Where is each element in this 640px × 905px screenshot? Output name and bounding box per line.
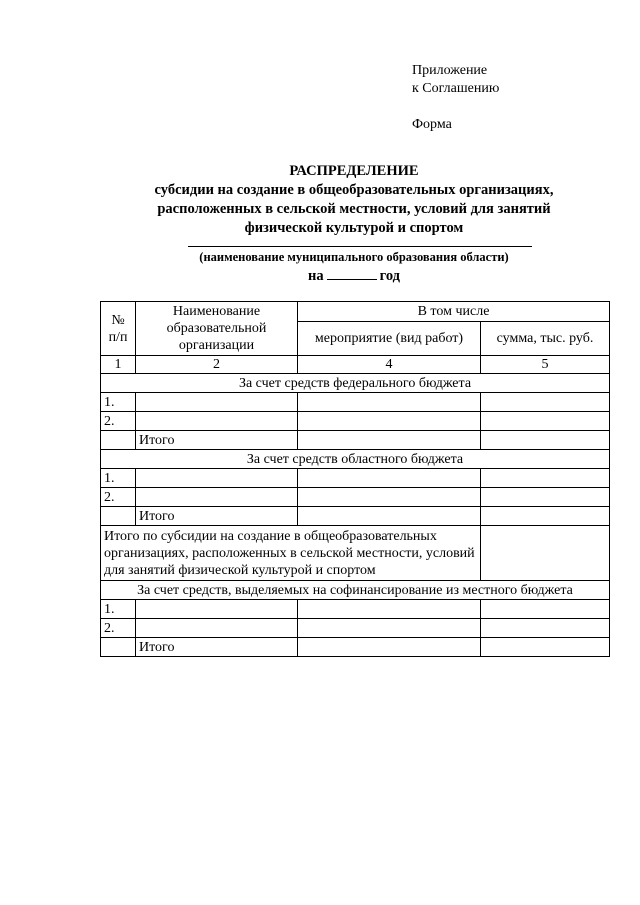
row-number: 2. <box>101 619 136 638</box>
cell-sum <box>481 412 610 431</box>
header-activity: мероприятие (вид работ) <box>298 322 481 356</box>
subsidy-total-sum <box>481 526 610 581</box>
cell-org <box>136 393 298 412</box>
cell-activity <box>298 600 481 619</box>
table-row <box>101 507 610 526</box>
cell-activity <box>298 431 481 450</box>
row-number: 2. <box>101 488 136 507</box>
header-sum: сумма, тыс. руб. <box>481 322 610 356</box>
cell-org <box>136 412 298 431</box>
table-row <box>101 488 610 507</box>
table-row <box>101 412 610 431</box>
municipality-fill-line <box>188 246 532 247</box>
cell-sum <box>481 619 610 638</box>
table-row <box>101 638 610 657</box>
cell-sum <box>481 507 610 526</box>
year-line <box>100 266 608 285</box>
cell-sum <box>481 393 610 412</box>
table-row <box>101 600 610 619</box>
section-federal: За счет средств федерального бюджета <box>101 374 610 393</box>
subsidy-total-label: Итого по субсидии на создание в общеобразовательных организациях, расположенных в сельской местности, условий для занятий физической культурой и спортом <box>101 526 481 581</box>
form-label: Форма <box>412 117 452 132</box>
col-number-2: 2 <box>136 356 298 374</box>
section-regional: За счет средств областного бюджета <box>101 450 610 469</box>
year-blank <box>327 266 377 280</box>
cell-org <box>136 600 298 619</box>
itogo-federal: Итого <box>136 431 298 450</box>
itogo-regional: Итого <box>136 507 298 526</box>
title-line-1: субсидии на создание в общеобразовательных организациях, <box>154 182 554 198</box>
cell-empty <box>101 638 136 657</box>
col-number-5: 5 <box>481 356 610 374</box>
row-number: 1. <box>101 393 136 412</box>
title-heading: РАСПРЕДЕЛЕНИЕ <box>289 163 419 179</box>
table-row <box>101 393 610 412</box>
cell-org <box>136 488 298 507</box>
header-org-name: Наименование образовательной организации <box>136 302 298 356</box>
cell-sum <box>481 469 610 488</box>
year-prefix: на <box>308 268 324 284</box>
cell-activity <box>298 638 481 657</box>
cell-empty <box>101 431 136 450</box>
appendix-line-1: Приложение <box>412 63 488 78</box>
header-num: № п/п <box>101 302 136 356</box>
col-number-1: 1 <box>101 356 136 374</box>
table-row <box>101 431 610 450</box>
row-number: 1. <box>101 600 136 619</box>
table-row <box>101 469 610 488</box>
cell-activity <box>298 412 481 431</box>
cell-org <box>136 619 298 638</box>
title-line-3: физической культурой и спортом <box>244 220 464 236</box>
table-row <box>101 619 610 638</box>
row-number: 1. <box>101 469 136 488</box>
appendix-block <box>412 62 499 134</box>
row-number: 2. <box>101 412 136 431</box>
cell-sum <box>481 600 610 619</box>
cell-sum <box>481 638 610 657</box>
cell-activity <box>298 619 481 638</box>
cell-activity <box>298 488 481 507</box>
document-title <box>100 162 608 238</box>
itogo-local: Итого <box>136 638 298 657</box>
cell-sum <box>481 431 610 450</box>
cell-activity <box>298 469 481 488</box>
appendix-line-2: к Соглашению <box>412 81 500 96</box>
title-line-2: расположенных в сельской местности, условий для занятий <box>157 201 551 217</box>
year-suffix: год <box>379 268 400 284</box>
distribution-table <box>100 301 610 657</box>
cell-org <box>136 469 298 488</box>
cell-empty <box>101 507 136 526</box>
cell-sum <box>481 488 610 507</box>
col-number-4: 4 <box>298 356 481 374</box>
cell-activity <box>298 393 481 412</box>
header-including: В том числе <box>298 302 610 322</box>
section-local: За счет средств, выделяемых на софинансирование из местного бюджета <box>101 581 610 600</box>
municipality-caption: (наименование муниципального образования области) <box>199 250 509 264</box>
cell-activity <box>298 507 481 526</box>
